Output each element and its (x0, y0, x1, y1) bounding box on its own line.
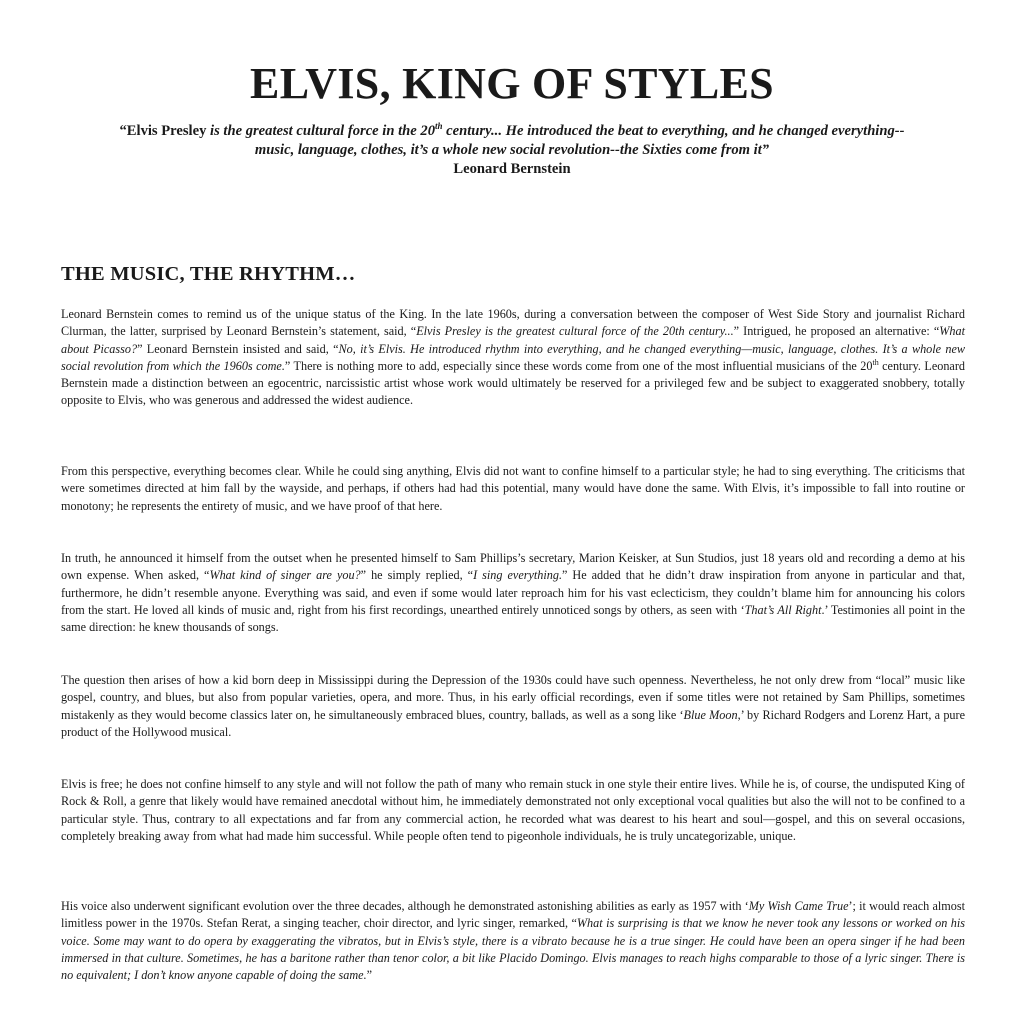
quote-text: What kind of singer are you? (209, 568, 361, 583)
body-paragraph (61, 672, 965, 741)
body-paragraph (61, 550, 965, 636)
paragraph-text: Leonard Bernstein comes to remind us of the unique status of the King. In the late 1960s, during a conversation between the composer of West Side Story and journalist Richard Clurman, the latter, surprised by Leonard Bernstein’s statement, said, “ (61, 307, 965, 339)
paragraph-text: ,’ by Richard Rodgers and Lorenz Hart, a pure product of the Hollywood musical. (61, 707, 965, 739)
epigraph-attribution: Leonard Bernstein (453, 161, 571, 177)
epigraph-superscript: th (435, 121, 443, 132)
epigraph-quote (110, 122, 914, 179)
section-heading: THE MUSIC, THE RHYTHM… (61, 263, 356, 285)
paragraph-text: ” he simply replied, “ (360, 568, 474, 583)
paragraph-text: The question then arises of how a kid born deep in Mississippi during the Depression of the 1930s could have such openness. Nevertheless, he not only drew from “local” music like gospel, country, and blues, but also from popular varieties, opera, and more. Thus, in his early official recordings, even if some titles were not retained by Sam Phillips, sometimes mistakenly as they would become classics later on, he simultaneously embraced blues, country, ballads, as well as a song like ‘ (61, 673, 965, 722)
epigraph-text: century... He introduced the beat to everything, and he changed everything--music, language, clothes, it’s a whole new social revolution--the Sixties come from it” (254, 123, 905, 158)
song-title: Blue Moon (683, 707, 738, 722)
epigraph-text: is the greatest cultural force in the 20 (206, 123, 436, 139)
paragraph-text: ” Intrigued, he proposed an alternative: “ (733, 324, 940, 339)
paragraph-text: ’; it would reach almost limitless power in the 1970s. Stefan Rerat, a singing teacher, choir director, and lyric singer, remarked, “ (61, 899, 965, 931)
song-title: That’s All Right (744, 602, 822, 617)
paragraph-text: ” He added that he didn’t draw inspiration from anyone in particular and that, furthermore, he didn’t resemble anyone. Everything was said, and even if some would later reproach him for his vast eclecticism, they couldn’t blame him for announcing his colors from the start. He loved all kinds of music and, right from his first recordings, unearthed entirely unnoticed songs by others, as seen with ‘ (61, 568, 966, 617)
body-paragraph: From this perspective, everything becomes clear. While he could sing anything, Elvis did not want to confine himself to a particular style; he had to sing everything. The criticisms that were sometimes directed at him fall by the wayside, and perhaps, if others had had this potential, many would have done the same. With Elvis, it’s impossible to fall into routine or monotony; he represents the entirety of music, and we have proof of that here. (61, 464, 965, 513)
paragraph-text: ” Leonard Bernstein insisted and said, “ (137, 341, 339, 356)
paragraph-text: .’ Testimonies all point in the same direction: he knew thousands of songs. (61, 602, 965, 635)
song-title: My Wish Came True (748, 899, 849, 913)
quote-text: Elvis Presley is the greatest cultural force of the 20th century... (416, 324, 734, 339)
body-paragraph (61, 898, 965, 984)
epigraph-name: “Elvis Presley (119, 123, 207, 139)
page-title: ELVIS, KING OF STYLES (250, 59, 774, 108)
superscript: th (872, 357, 879, 367)
quote-text: I sing everything. (473, 568, 562, 583)
quote-text: No, it’s Elvis. He introduced rhythm into everything, and he changed everything—music, language, clothes. It’s a whole new social revolution from which the 1960s come. (61, 341, 965, 373)
body-paragraph: Elvis is free; he does not confine himself to any style and will not follow the path of many who remain stuck in one style their entire lives. While he is, of course, the undisputed King of Rock & Roll, a genre that likely would have remained anecdotal without him, he immediately demonstrated not only exceptional vocal qualities but also the will not to be confined to a particular style. Thus, contrary to all expectations and far from any commercial action, he recorded what was dearest to his heart and soul—gospel, and this on several occasions, completely breaking away from what had made him successful. While people often tend to pigeonhole individuals, he is truly uncategorizable, unique. (61, 777, 965, 843)
paragraph-text: century. Leonard Bernstein made a distinction between an egocentric, narcissistic artist whose work would ultimately be reserved for a privileged few and be subject to exaggerated snobbery, totally opposite to Elvis, who was generous and addressed the widest audience. (61, 358, 965, 408)
paragraph-text: ” (366, 968, 373, 983)
quote-text: What about Picasso? (61, 324, 965, 356)
quote-text: What is surprising is that we know he never took any lessons or worked on his voice. Some may want to do opera by exaggerating the vibratos, but in Elvis’s style, there is a vibrato because he is a true singer. He could have been an opera singer if he had been immersed in that culture. Sometimes, he has a baritone rather than tenor color, a bit like Placido Domingo. Elvis manages to reach highs comparable to those of a lyric singer. There is no equivalent; I don’t know anyone capable of doing the same. (61, 916, 965, 983)
paragraph-text: ” There is nothing more to add, especially since these words come from one of the most influential musicians of the 20 (284, 358, 873, 373)
paragraph-text: His voice also underwent significant evolution over the three decades, although he demonstrated astonishing abilities as early as 1957 with ‘ (61, 899, 749, 913)
body-paragraph (61, 306, 965, 410)
paragraph-text: In truth, he announced it himself from the outset when he presented himself to Sam Phillips’s secretary, Marion Keisker, at Sun Studios, just 18 years old and recording a demo at his own expense. When asked, “ (61, 551, 965, 583)
